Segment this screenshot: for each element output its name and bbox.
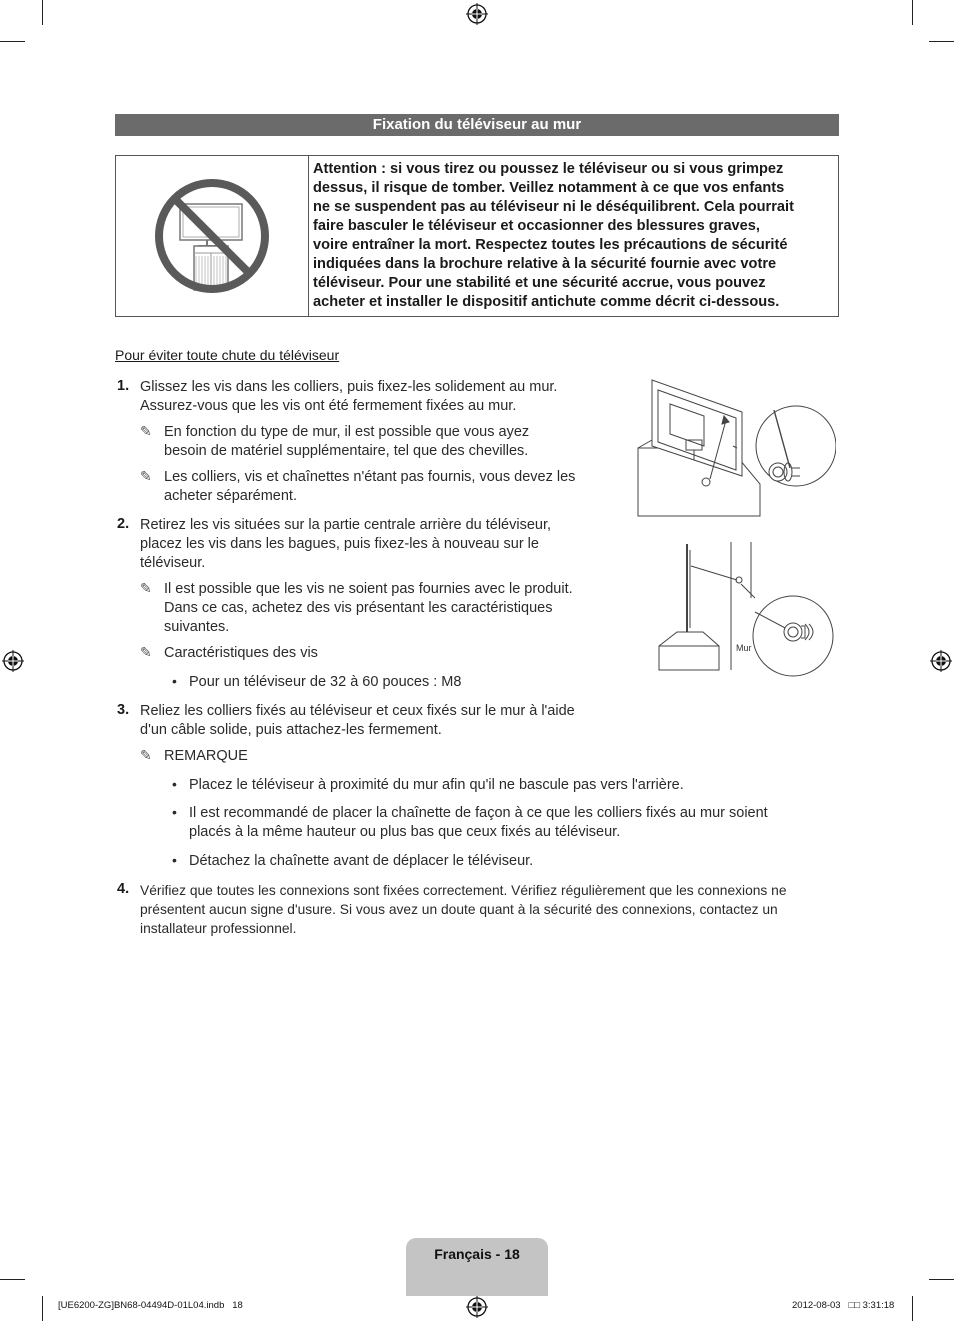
note-text: Il est possible que les vis ne soient pas fournies avec le produit. Dans ce cas, achetez des vis présentant les caractéristiques suivantes. [164,581,573,635]
note-text: En fonction du type de mur, il est possible que vous ayez besoin de matériel supplémentaire, tel que des chevilles. [164,424,530,459]
prohibited-icon [152,176,272,296]
file-info: [UE6200-ZG]BN68-04494D-01L04.indb 18 [58,1300,243,1311]
wall-side-view-illustration [655,538,837,678]
crop-mark [929,1279,954,1280]
bullet-text: Pour un téléviseur de 32 à 60 pouces : M8 [189,674,462,690]
step-text: Reliez les colliers fixés au téléviseur et ceux fixés sur le mur à l'aide d'un câble solide, puis attachez-les fermement. [140,703,575,738]
bullet-text: Détachez la chaînette avant de déplacer le téléviseur. [189,853,534,869]
pencil-note-icon: ✎ [140,468,152,484]
subheading: Pour éviter toute chute du téléviseur [115,347,340,363]
registration-mark-icon [930,650,952,672]
warning-box [115,155,839,317]
bullet-text: Il est recommandé de placer la chaînette de façon à ce que les colliers fixés au mur soient placés à la même hauteur ou plus bas que ceux fixés au téléviseur. [189,805,768,840]
crop-mark [929,41,954,42]
step-text: Vérifiez que toutes les connexions sont fixées correctement. Vérifiez régulièrement que les connexions ne présentent aucun signe d'usure. Si vous avez un doute quant à la sécurité des connexions, contactez un installateur professionnel. [140,883,787,936]
step-number: 1. [117,378,130,394]
bullet-text: Placez le téléviseur à proximité du mur afin qu'il ne bascule pas vers l'arrière. [189,777,684,793]
page-number: Français - 18 [434,1246,520,1262]
bullet-dot: • [172,852,177,868]
bullet-dot: • [172,673,177,689]
pencil-note-icon: ✎ [140,644,152,660]
step-text: Retirez les vis situées sur la partie centrale arrière du téléviseur, placez les vis dans les bagues, puis fixez-les à nouveau sur le téléviseur. [140,517,552,571]
crop-mark [0,41,25,42]
crop-mark [912,1296,913,1321]
warning-text: Attention : si vous tirez ou poussez le téléviseur ou si vous grimpez dessus, il risque de tomber. Veillez notamment à ce que vos enfants ne se suspendent pas au téléviseur ni le déséquilibrent. Cela pourrait faire basculer le téléviseur et occasionner des blessures graves, voire entraîner la mort. Respectez toutes les précautions de sécurité indiquées dans la brochure relative à la sécurité fournie avec votre téléviseur. Pour une stabilité et une sécurité accrue, vous pouvez acheter et installer le dispositif antichute comme décrit ci-dessous. [313,161,794,310]
step-number: 3. [117,702,130,718]
note-text: Les colliers, vis et chaînettes n'étant pas fournis, vous devez les acheter séparément. [164,469,576,504]
tv-back-bracket-illustration [630,376,836,522]
step-number: 4. [117,881,130,897]
warning-divider [308,156,309,316]
print-datetime: 2012-08-03 □□ 3:31:18 [792,1300,895,1311]
bullet-dot: • [172,804,177,820]
step-text: Glissez les vis dans les colliers, puis fixez-les solidement au mur. Assurez-vous que les vis ont été fermement fixées au mur. [140,379,558,414]
wall-label: Mur [736,643,752,653]
crop-mark [42,0,43,25]
note-text: Caractéristiques des vis [164,645,318,661]
crop-mark [912,0,913,25]
step-number: 2. [117,516,130,532]
crop-mark [42,1296,43,1321]
bullet-dot: • [172,776,177,792]
pencil-note-icon: ✎ [140,747,152,763]
crop-mark [0,1279,25,1280]
registration-mark-icon [2,650,24,672]
registration-mark-icon [466,1296,488,1318]
pencil-note-icon: ✎ [140,580,152,596]
section-title: Fixation du téléviseur au mur [115,114,839,136]
pencil-note-icon: ✎ [140,423,152,439]
registration-mark-icon [466,3,488,25]
note-text: REMARQUE [164,748,248,764]
